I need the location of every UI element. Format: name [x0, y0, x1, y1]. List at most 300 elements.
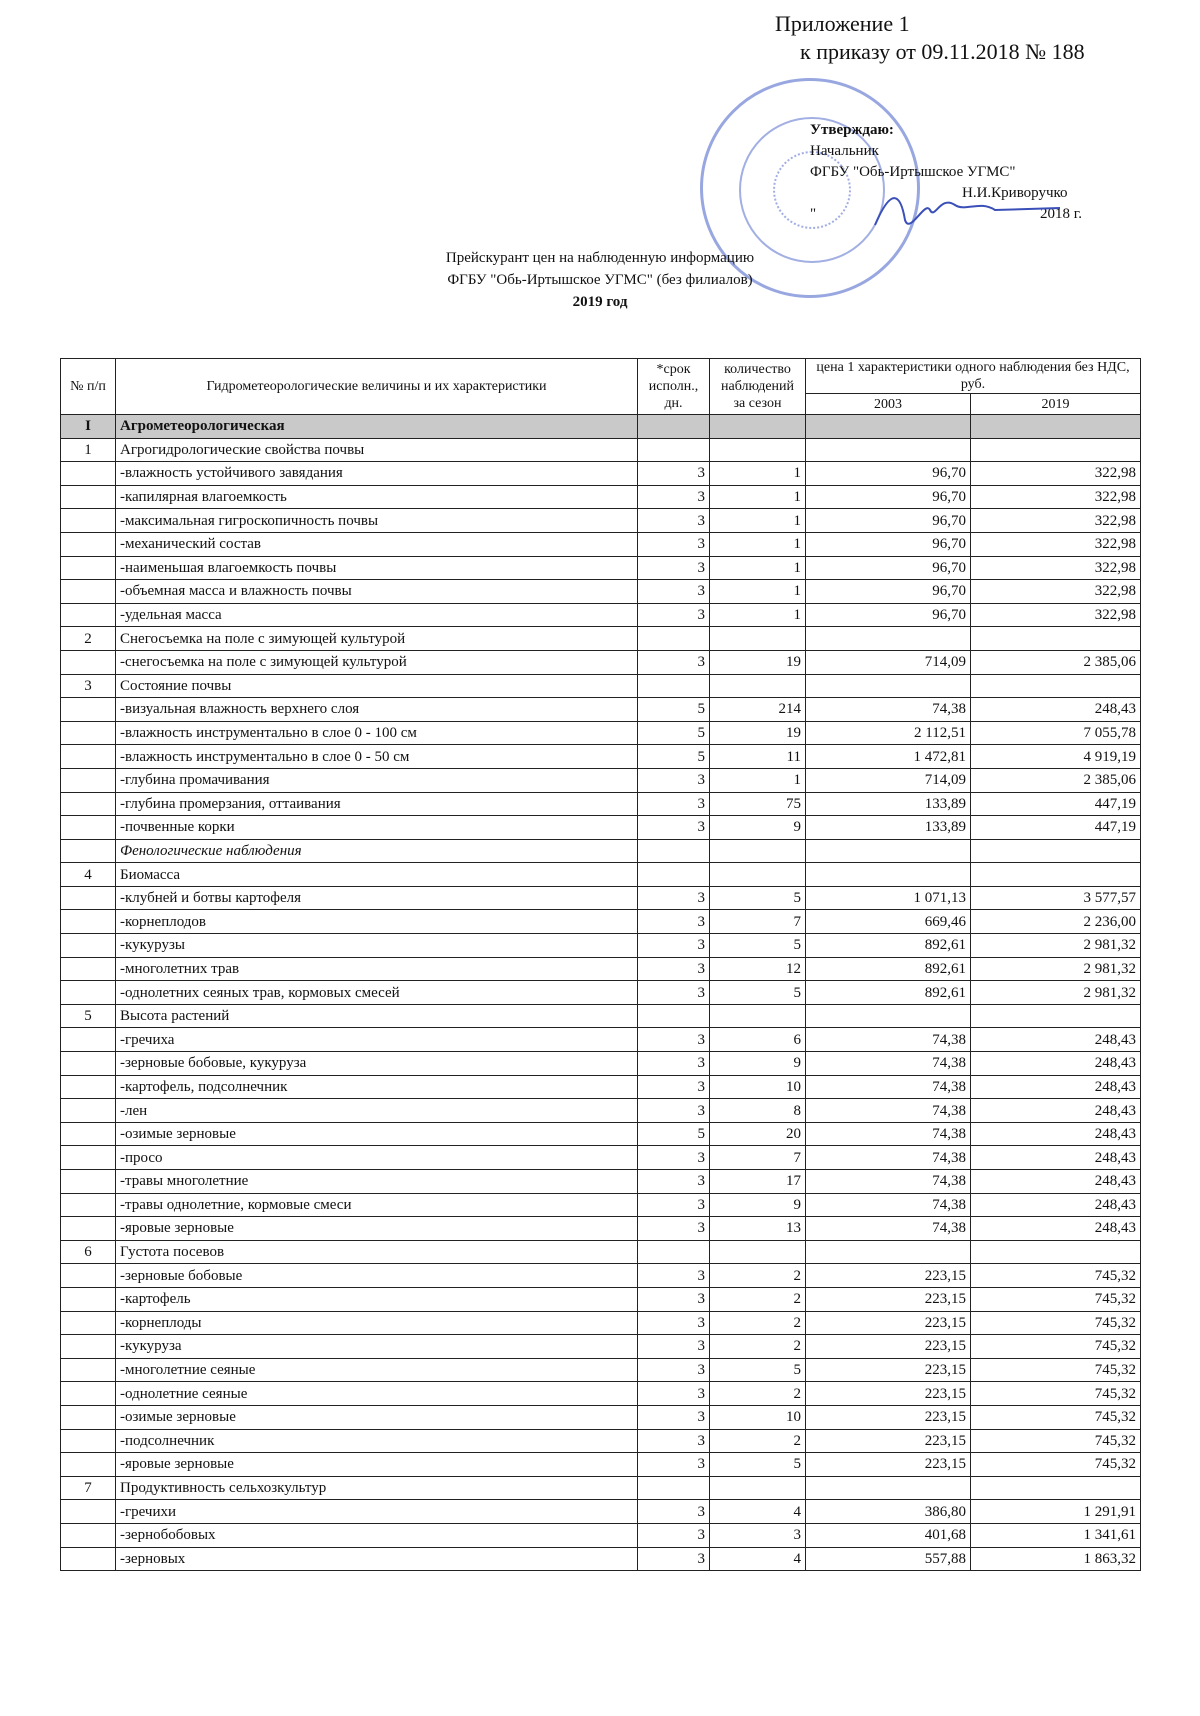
row-price-2003: 1 071,13: [806, 886, 971, 910]
row-count: 2: [710, 1335, 806, 1359]
row-price-2019: 1 341,61: [971, 1523, 1141, 1547]
row-count: 5: [710, 886, 806, 910]
row-name: -кукуруза: [116, 1335, 638, 1359]
row-count: 1: [710, 580, 806, 604]
section-row: [61, 415, 1141, 439]
row-number: [61, 698, 116, 722]
group-row: [61, 438, 1141, 462]
row-price-2003: 96,70: [806, 603, 971, 627]
row-count: 17: [710, 1170, 806, 1194]
row-price-2019: 248,43: [971, 1170, 1141, 1194]
row-number: [61, 532, 116, 556]
row-price-2019: 322,98: [971, 485, 1141, 509]
row-term: 3: [638, 934, 710, 958]
row-count: 9: [710, 1052, 806, 1076]
table-row: [61, 556, 1141, 580]
row-term: [638, 863, 710, 887]
row-name: -яровые зерновые: [116, 1217, 638, 1241]
order-reference: к приказу от 09.11.2018 № 188: [800, 39, 1085, 64]
row-price-2019: 745,32: [971, 1311, 1141, 1335]
row-name: -глубина промачивания: [116, 768, 638, 792]
group-row: [61, 627, 1141, 651]
row-term: 3: [638, 485, 710, 509]
row-count: 5: [710, 934, 806, 958]
row-price-2019: 248,43: [971, 1052, 1141, 1076]
row-name: Агрогидрологические свойства почвы: [116, 438, 638, 462]
row-term: 3: [638, 532, 710, 556]
table-row: [61, 768, 1141, 792]
row-term: [638, 674, 710, 698]
row-price-2003: [806, 415, 971, 439]
row-number: [61, 509, 116, 533]
row-number: [61, 934, 116, 958]
row-term: 3: [638, 1052, 710, 1076]
row-price-2019: [971, 1240, 1141, 1264]
row-name: Фенологические наблюдения: [116, 839, 638, 863]
row-count: [710, 674, 806, 698]
price-table: [60, 358, 1141, 1571]
row-number: [61, 1122, 116, 1146]
row-count: 2: [710, 1287, 806, 1311]
row-number: [61, 1264, 116, 1288]
row-term: 5: [638, 745, 710, 769]
table-row: [61, 792, 1141, 816]
row-name: -картофель, подсолнечник: [116, 1075, 638, 1099]
table-row: [61, 1170, 1141, 1194]
row-number: [61, 1193, 116, 1217]
row-number: [61, 1146, 116, 1170]
row-name: -удельная масса: [116, 603, 638, 627]
row-name: -зерновые бобовые: [116, 1264, 638, 1288]
table-row: [61, 745, 1141, 769]
row-count: 7: [710, 1146, 806, 1170]
row-term: 3: [638, 1099, 710, 1123]
document-title-line1: Прейскурант цен на наблюденную информацию: [445, 250, 755, 266]
row-name: -гречихи: [116, 1500, 638, 1524]
row-name: -однолетние сеяные: [116, 1382, 638, 1406]
header-name: Гидрометеорологические величины и их характеристики: [116, 359, 638, 415]
row-number: [61, 981, 116, 1005]
row-price-2003: 223,15: [806, 1311, 971, 1335]
row-count: 6: [710, 1028, 806, 1052]
row-name: -влажность устойчивого завядания: [116, 462, 638, 486]
row-price-2019: 2 981,32: [971, 981, 1141, 1005]
group-row: [61, 1476, 1141, 1500]
table-row: [61, 532, 1141, 556]
row-count: [710, 863, 806, 887]
row-price-2003: [806, 1476, 971, 1500]
row-number: [61, 650, 116, 674]
row-price-2003: [806, 674, 971, 698]
row-name: -лен: [116, 1099, 638, 1123]
row-price-2003: 223,15: [806, 1382, 971, 1406]
row-term: 3: [638, 1429, 710, 1453]
row-term: 3: [638, 1287, 710, 1311]
row-price-2003: 669,46: [806, 910, 971, 934]
table-row: [61, 1075, 1141, 1099]
row-name: Продуктивность сельхозкультур: [116, 1476, 638, 1500]
table-row: [61, 1523, 1141, 1547]
row-price-2003: 2 112,51: [806, 721, 971, 745]
row-price-2003: [806, 627, 971, 651]
row-price-2019: 1 863,32: [971, 1547, 1141, 1571]
row-price-2019: 248,43: [971, 698, 1141, 722]
row-price-2019: 2 981,32: [971, 934, 1141, 958]
row-number: 6: [61, 1240, 116, 1264]
row-price-2003: 223,15: [806, 1287, 971, 1311]
row-price-2003: 714,09: [806, 768, 971, 792]
table-row: [61, 1099, 1141, 1123]
row-price-2003: 223,15: [806, 1358, 971, 1382]
row-name: -гречиха: [116, 1028, 638, 1052]
table-row: [61, 1335, 1141, 1359]
row-term: [638, 627, 710, 651]
table-row: [61, 1382, 1141, 1406]
document-title-line2: ФГБУ "Обь-Иртышское УГМС" (без филиалов): [447, 272, 753, 288]
row-term: 3: [638, 957, 710, 981]
table-row: [61, 650, 1141, 674]
row-term: 3: [638, 556, 710, 580]
table-row: [61, 509, 1141, 533]
row-price-2003: [806, 1004, 971, 1028]
row-count: 4: [710, 1547, 806, 1571]
row-price-2003: 223,15: [806, 1453, 971, 1477]
row-name: -зернобобовых: [116, 1523, 638, 1547]
row-price-2003: [806, 438, 971, 462]
row-term: 3: [638, 1146, 710, 1170]
row-price-2003: 386,80: [806, 1500, 971, 1524]
row-number: [61, 957, 116, 981]
row-price-2019: 3 577,57: [971, 886, 1141, 910]
row-name: -механический состав: [116, 532, 638, 556]
row-price-2003: 96,70: [806, 509, 971, 533]
row-count: 7: [710, 910, 806, 934]
row-price-2019: 745,32: [971, 1382, 1141, 1406]
row-price-2003: [806, 1240, 971, 1264]
row-price-2019: 248,43: [971, 1075, 1141, 1099]
row-price-2019: 248,43: [971, 1146, 1141, 1170]
row-count: 214: [710, 698, 806, 722]
row-term: 3: [638, 603, 710, 627]
row-name: Густота посевов: [116, 1240, 638, 1264]
header-year-2003: 2003: [806, 394, 971, 415]
table-row: [61, 957, 1141, 981]
row-price-2003: 96,70: [806, 532, 971, 556]
row-price-2019: 322,98: [971, 580, 1141, 604]
row-number: [61, 485, 116, 509]
row-term: 3: [638, 1453, 710, 1477]
row-term: [638, 415, 710, 439]
row-term: 3: [638, 1264, 710, 1288]
row-price-2019: 2 385,06: [971, 768, 1141, 792]
row-price-2019: [971, 863, 1141, 887]
signature-icon: [870, 180, 1070, 240]
row-number: [61, 910, 116, 934]
row-count: 11: [710, 745, 806, 769]
table-row: [61, 1287, 1141, 1311]
row-price-2003: 96,70: [806, 556, 971, 580]
table-row: [61, 1193, 1141, 1217]
row-price-2019: 745,32: [971, 1287, 1141, 1311]
approval-position: Начальник: [810, 143, 879, 159]
row-price-2003: 74,38: [806, 1099, 971, 1123]
row-number: [61, 556, 116, 580]
row-price-2019: 322,98: [971, 532, 1141, 556]
row-price-2019: 447,19: [971, 816, 1141, 840]
row-number: 3: [61, 674, 116, 698]
table-row: [61, 910, 1141, 934]
row-name: -объемная масса и влажность почвы: [116, 580, 638, 604]
approval-label: Утверждаю:: [810, 122, 894, 138]
row-number: 7: [61, 1476, 116, 1500]
row-number: [61, 1075, 116, 1099]
table-row: [61, 580, 1141, 604]
row-price-2003: 1 472,81: [806, 745, 971, 769]
row-term: [638, 1476, 710, 1500]
row-number: [61, 1311, 116, 1335]
row-price-2019: 1 291,91: [971, 1500, 1141, 1524]
row-number: [61, 1523, 116, 1547]
row-price-2019: 248,43: [971, 1217, 1141, 1241]
row-name: -максимальная гигроскопичность почвы: [116, 509, 638, 533]
table-row: [61, 1146, 1141, 1170]
row-price-2019: 745,32: [971, 1264, 1141, 1288]
row-name: -картофель: [116, 1287, 638, 1311]
row-number: [61, 1028, 116, 1052]
table-row: [61, 1453, 1141, 1477]
row-number: I: [61, 415, 116, 439]
group-row: [61, 674, 1141, 698]
row-price-2003: 223,15: [806, 1405, 971, 1429]
row-price-2003: 133,89: [806, 792, 971, 816]
row-price-2003: 74,38: [806, 1146, 971, 1170]
row-price-2019: 2 981,32: [971, 957, 1141, 981]
header-term: *срок исполн., дн.: [638, 359, 710, 415]
table-row: [61, 1028, 1141, 1052]
row-name: -зерновые бобовые, кукуруза: [116, 1052, 638, 1076]
row-term: 3: [638, 816, 710, 840]
row-price-2019: [971, 1476, 1141, 1500]
row-price-2003: 74,38: [806, 1193, 971, 1217]
row-name: -озимые зерновые: [116, 1405, 638, 1429]
row-term: [638, 438, 710, 462]
row-price-2019: [971, 839, 1141, 863]
row-name: -снегосъемка на поле с зимующей культурой: [116, 650, 638, 674]
row-term: 3: [638, 1500, 710, 1524]
row-count: 9: [710, 816, 806, 840]
row-number: [61, 1405, 116, 1429]
row-price-2019: 745,32: [971, 1429, 1141, 1453]
row-price-2019: [971, 674, 1141, 698]
row-price-2003: 74,38: [806, 1052, 971, 1076]
row-number: [61, 745, 116, 769]
row-price-2003: 892,61: [806, 934, 971, 958]
table-row: [61, 1358, 1141, 1382]
table-row: [61, 816, 1141, 840]
row-name: -травы однолетние, кормовые смеси: [116, 1193, 638, 1217]
row-price-2003: 892,61: [806, 981, 971, 1005]
row-number: 2: [61, 627, 116, 651]
row-count: 75: [710, 792, 806, 816]
row-name: -влажность инструментально в слое 0 - 50 см: [116, 745, 638, 769]
row-price-2003: 74,38: [806, 1170, 971, 1194]
row-price-2019: 322,98: [971, 509, 1141, 533]
row-count: [710, 627, 806, 651]
row-price-2003: 714,09: [806, 650, 971, 674]
row-price-2019: [971, 415, 1141, 439]
row-count: [710, 415, 806, 439]
approval-signatory: Н.И.Криворучко: [962, 185, 1068, 201]
row-price-2003: 557,88: [806, 1547, 971, 1571]
group-row: [61, 1004, 1141, 1028]
document-year: 2019 год: [572, 294, 628, 310]
row-name: -однолетних сеяных трав, кормовых смесей: [116, 981, 638, 1005]
row-count: 5: [710, 1358, 806, 1382]
row-number: [61, 1382, 116, 1406]
row-term: 3: [638, 1335, 710, 1359]
row-price-2019: [971, 438, 1141, 462]
row-number: [61, 1358, 116, 1382]
row-term: [638, 1240, 710, 1264]
row-count: 8: [710, 1099, 806, 1123]
row-price-2003: 96,70: [806, 485, 971, 509]
row-term: 3: [638, 981, 710, 1005]
table-row: [61, 462, 1141, 486]
row-count: 1: [710, 462, 806, 486]
row-price-2019: 745,32: [971, 1335, 1141, 1359]
row-count: 19: [710, 650, 806, 674]
row-price-2019: 322,98: [971, 462, 1141, 486]
row-name: Снегосъемка на поле с зимующей культурой: [116, 627, 638, 651]
group-row: [61, 863, 1141, 887]
row-count: [710, 1476, 806, 1500]
row-count: [710, 839, 806, 863]
row-term: 3: [638, 886, 710, 910]
row-number: [61, 1217, 116, 1241]
row-count: [710, 1240, 806, 1264]
row-number: [61, 1453, 116, 1477]
row-price-2003: 223,15: [806, 1429, 971, 1453]
row-price-2003: 74,38: [806, 1217, 971, 1241]
row-name: Биомасса: [116, 863, 638, 887]
row-price-2003: 133,89: [806, 816, 971, 840]
row-price-2003: 223,15: [806, 1335, 971, 1359]
row-number: [61, 1429, 116, 1453]
row-price-2003: 96,70: [806, 462, 971, 486]
row-term: 3: [638, 910, 710, 934]
row-term: 3: [638, 650, 710, 674]
row-number: [61, 462, 116, 486]
row-price-2019: 322,98: [971, 556, 1141, 580]
row-term: [638, 839, 710, 863]
table-row: [61, 1122, 1141, 1146]
row-term: 3: [638, 1547, 710, 1571]
group-row: [61, 839, 1141, 863]
row-price-2003: [806, 863, 971, 887]
row-count: 10: [710, 1405, 806, 1429]
row-price-2019: 248,43: [971, 1028, 1141, 1052]
row-name: -просо: [116, 1146, 638, 1170]
row-term: 5: [638, 1122, 710, 1146]
row-number: [61, 792, 116, 816]
row-price-2019: 7 055,78: [971, 721, 1141, 745]
row-price-2019: 745,32: [971, 1405, 1141, 1429]
row-price-2019: [971, 1004, 1141, 1028]
table-row: [61, 1264, 1141, 1288]
row-price-2003: 892,61: [806, 957, 971, 981]
approval-date-prefix: ": [810, 206, 817, 222]
row-price-2019: 745,32: [971, 1453, 1141, 1477]
row-term: 3: [638, 580, 710, 604]
row-count: 1: [710, 768, 806, 792]
row-term: 3: [638, 1217, 710, 1241]
table-row: [61, 1217, 1141, 1241]
row-count: 1: [710, 556, 806, 580]
row-number: [61, 1500, 116, 1524]
row-price-2003: 74,38: [806, 1028, 971, 1052]
appendix-title: Приложение 1: [775, 11, 910, 36]
row-term: 3: [638, 1193, 710, 1217]
table-row: [61, 1311, 1141, 1335]
row-count: 12: [710, 957, 806, 981]
row-count: [710, 438, 806, 462]
header-count: количество наблюдений за сезон: [710, 359, 806, 415]
row-count: 9: [710, 1193, 806, 1217]
row-name: -почвенные корки: [116, 816, 638, 840]
row-term: 3: [638, 1170, 710, 1194]
row-name: -влажность инструментально в слое 0 - 100 см: [116, 721, 638, 745]
row-name: -озимые зерновые: [116, 1122, 638, 1146]
row-price-2003: 74,38: [806, 698, 971, 722]
row-name: -кукурузы: [116, 934, 638, 958]
row-count: 2: [710, 1311, 806, 1335]
table-row: [61, 886, 1141, 910]
header-year-2019: 2019: [971, 394, 1141, 415]
row-price-2003: [806, 839, 971, 863]
table-row: [61, 1405, 1141, 1429]
row-count: 20: [710, 1122, 806, 1146]
row-number: [61, 1287, 116, 1311]
row-name: -травы многолетние: [116, 1170, 638, 1194]
table-row: [61, 485, 1141, 509]
row-name: -подсолнечник: [116, 1429, 638, 1453]
row-price-2019: 745,32: [971, 1358, 1141, 1382]
row-name: -корнеплоды: [116, 1311, 638, 1335]
table-row: [61, 1547, 1141, 1571]
row-price-2003: 401,68: [806, 1523, 971, 1547]
row-price-2003: 223,15: [806, 1264, 971, 1288]
row-price-2019: 322,98: [971, 603, 1141, 627]
row-name: Агрометеорологическая: [116, 415, 638, 439]
row-number: [61, 1052, 116, 1076]
row-count: 1: [710, 509, 806, 533]
row-count: 10: [710, 1075, 806, 1099]
row-price-2019: 248,43: [971, 1099, 1141, 1123]
row-term: 5: [638, 721, 710, 745]
row-count: [710, 1004, 806, 1028]
row-term: 3: [638, 509, 710, 533]
row-number: [61, 603, 116, 627]
row-name: -глубина промерзания, оттаивания: [116, 792, 638, 816]
row-name: Состояние почвы: [116, 674, 638, 698]
row-price-2019: [971, 627, 1141, 651]
row-number: [61, 1547, 116, 1571]
row-price-2003: 74,38: [806, 1075, 971, 1099]
row-count: 5: [710, 981, 806, 1005]
table-row: [61, 603, 1141, 627]
table-row: [61, 934, 1141, 958]
row-price-2019: 248,43: [971, 1193, 1141, 1217]
